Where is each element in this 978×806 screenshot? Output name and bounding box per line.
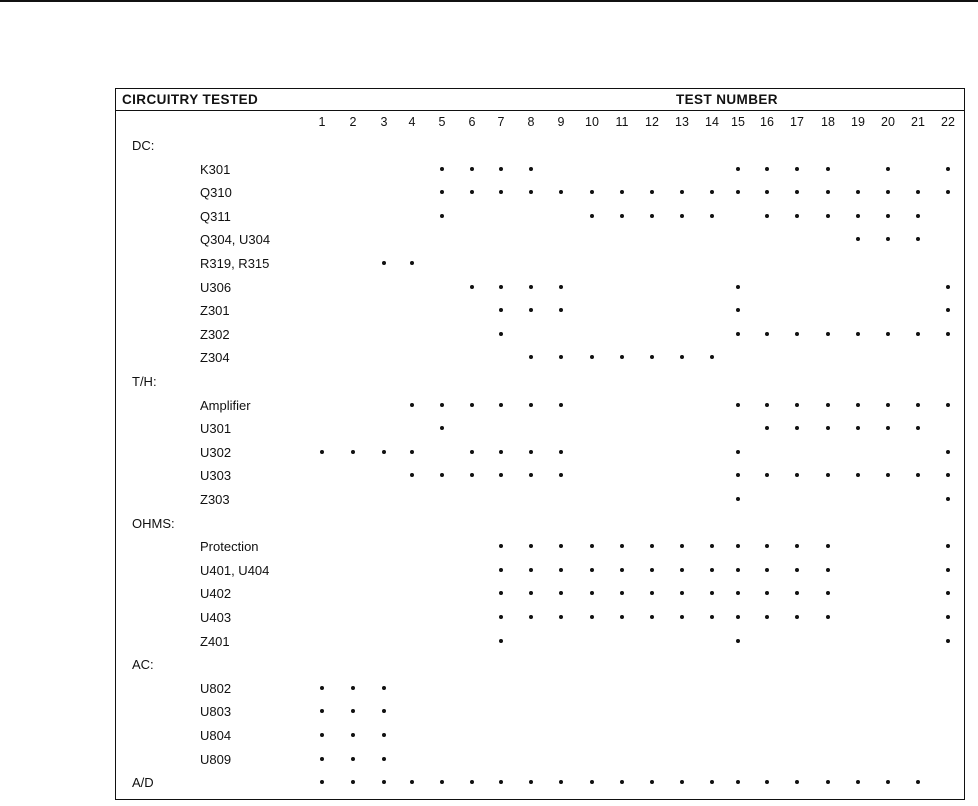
test-dot-16 xyxy=(765,615,769,619)
test-dot-17 xyxy=(795,591,799,595)
test-dot-3 xyxy=(382,780,386,784)
test-dot-19 xyxy=(856,426,860,430)
test-dot-14 xyxy=(710,591,714,595)
test-dot-6 xyxy=(470,190,474,194)
test-dot-18 xyxy=(826,473,830,477)
test-dot-20 xyxy=(886,214,890,218)
test-dot-19 xyxy=(856,237,860,241)
test-dot-11 xyxy=(620,544,624,548)
test-dot-13 xyxy=(680,615,684,619)
test-dot-1 xyxy=(320,686,324,690)
test-dot-6 xyxy=(470,167,474,171)
test-dot-20 xyxy=(886,473,890,477)
test-dot-15 xyxy=(736,615,740,619)
test-dot-8 xyxy=(529,403,533,407)
test-dot-22 xyxy=(946,544,950,548)
test-dot-15 xyxy=(736,639,740,643)
test-dot-17 xyxy=(795,615,799,619)
test-dot-4 xyxy=(410,780,414,784)
test-number-9: 9 xyxy=(557,115,565,129)
test-dot-1 xyxy=(320,709,324,713)
test-dot-7 xyxy=(499,591,503,595)
test-dot-18 xyxy=(826,615,830,619)
test-dot-9 xyxy=(559,473,563,477)
test-dot-11 xyxy=(620,190,624,194)
test-dot-21 xyxy=(916,190,920,194)
test-dot-9 xyxy=(559,285,563,289)
test-dot-21 xyxy=(916,214,920,218)
test-dot-5 xyxy=(440,780,444,784)
test-dot-3 xyxy=(382,261,386,265)
test-dot-7 xyxy=(499,167,503,171)
test-dot-9 xyxy=(559,780,563,784)
test-dot-10 xyxy=(590,568,594,572)
test-dot-17 xyxy=(795,544,799,548)
test-dot-13 xyxy=(680,780,684,784)
test-dot-5 xyxy=(440,473,444,477)
test-dot-11 xyxy=(620,615,624,619)
table-row xyxy=(116,677,964,701)
test-number-13: 13 xyxy=(675,115,689,129)
test-dot-15 xyxy=(736,473,740,477)
test-number-19: 19 xyxy=(851,115,865,129)
test-number-14: 14 xyxy=(705,115,719,129)
circuit-label: U302 xyxy=(200,444,232,460)
test-dot-12 xyxy=(650,190,654,194)
test-dot-22 xyxy=(946,308,950,312)
test-number-22: 22 xyxy=(941,115,955,129)
table-row xyxy=(116,512,964,536)
table-header xyxy=(116,89,964,111)
test-dot-1 xyxy=(320,757,324,761)
test-number-7: 7 xyxy=(497,115,505,129)
test-dot-5 xyxy=(440,403,444,407)
circuit-label: Q304, U304 xyxy=(200,232,271,248)
test-dot-3 xyxy=(382,686,386,690)
test-dot-8 xyxy=(529,615,533,619)
test-dot-10 xyxy=(590,780,594,784)
test-dot-20 xyxy=(886,403,890,407)
test-number-12: 12 xyxy=(645,115,659,129)
test-dot-5 xyxy=(440,426,444,430)
circuit-label: U803 xyxy=(200,704,232,720)
test-dot-16 xyxy=(765,544,769,548)
test-dot-20 xyxy=(886,332,890,336)
test-dot-13 xyxy=(680,591,684,595)
table-row xyxy=(116,464,964,488)
test-dot-8 xyxy=(529,167,533,171)
test-dot-19 xyxy=(856,214,860,218)
table-row xyxy=(116,441,964,465)
circuit-label: U401, U404 xyxy=(200,562,270,578)
circuit-label: U804 xyxy=(200,728,232,743)
test-dot-7 xyxy=(499,615,503,619)
test-dot-17 xyxy=(795,426,799,430)
circuit-label: R319, R315 xyxy=(200,256,270,271)
test-dot-18 xyxy=(826,780,830,784)
test-number-11: 11 xyxy=(615,115,629,129)
test-dot-17 xyxy=(795,780,799,784)
test-dot-15 xyxy=(736,544,740,548)
test-dot-14 xyxy=(710,780,714,784)
test-dot-16 xyxy=(765,332,769,336)
test-dot-22 xyxy=(946,285,950,289)
test-dot-10 xyxy=(590,615,594,619)
test-dot-12 xyxy=(650,568,654,572)
table-row xyxy=(116,748,964,772)
test-dot-22 xyxy=(946,473,950,477)
test-dot-15 xyxy=(736,403,740,407)
test-dot-16 xyxy=(765,591,769,595)
circuit-label: Z302 xyxy=(200,326,230,342)
group-label: OHMS: xyxy=(132,515,175,531)
test-dot-12 xyxy=(650,544,654,548)
circuit-label: K301 xyxy=(200,161,231,177)
circuit-label: U809 xyxy=(200,751,232,767)
test-dot-19 xyxy=(856,780,860,784)
test-dot-5 xyxy=(440,190,444,194)
header-circuitry-tested: CIRCUITRY TESTED xyxy=(122,92,259,107)
test-dot-18 xyxy=(826,403,830,407)
test-dot-5 xyxy=(440,167,444,171)
test-dot-9 xyxy=(559,615,563,619)
test-dot-9 xyxy=(559,544,563,548)
test-dot-12 xyxy=(650,214,654,218)
test-dot-5 xyxy=(440,214,444,218)
test-dot-7 xyxy=(499,473,503,477)
test-dot-14 xyxy=(710,615,714,619)
test-dot-10 xyxy=(590,591,594,595)
test-number-2: 2 xyxy=(349,115,357,129)
test-dot-3 xyxy=(382,709,386,713)
test-dot-8 xyxy=(529,355,533,359)
test-dot-15 xyxy=(736,450,740,454)
test-dot-15 xyxy=(736,568,740,572)
test-dot-16 xyxy=(765,780,769,784)
test-dot-9 xyxy=(559,450,563,454)
test-dot-2 xyxy=(351,450,355,454)
test-dot-7 xyxy=(499,544,503,548)
test-dot-16 xyxy=(765,473,769,477)
test-dot-15 xyxy=(736,167,740,171)
test-number-21: 21 xyxy=(911,115,925,129)
test-dot-22 xyxy=(946,167,950,171)
test-number-10: 10 xyxy=(585,115,599,129)
test-matrix-table xyxy=(115,88,965,800)
test-dot-1 xyxy=(320,450,324,454)
test-dot-19 xyxy=(856,473,860,477)
table-row xyxy=(116,630,964,654)
table-row xyxy=(116,370,964,394)
table-row xyxy=(116,323,964,347)
test-dot-16 xyxy=(765,190,769,194)
test-dot-21 xyxy=(916,473,920,477)
table-row xyxy=(116,394,964,418)
table-row xyxy=(116,700,964,724)
test-dot-17 xyxy=(795,332,799,336)
test-dot-15 xyxy=(736,285,740,289)
test-dot-17 xyxy=(795,214,799,218)
test-dot-8 xyxy=(529,568,533,572)
test-dot-8 xyxy=(529,473,533,477)
circuit-label: Q310 xyxy=(200,185,232,201)
circuit-label: Z303 xyxy=(200,492,230,507)
table-row xyxy=(116,181,964,205)
test-dot-3 xyxy=(382,733,386,737)
test-dot-21 xyxy=(916,403,920,407)
test-dot-2 xyxy=(351,780,355,784)
test-dot-10 xyxy=(590,190,594,194)
test-dot-7 xyxy=(499,403,503,407)
test-dot-15 xyxy=(736,332,740,336)
test-dot-15 xyxy=(736,780,740,784)
test-dot-22 xyxy=(946,591,950,595)
test-dot-19 xyxy=(856,190,860,194)
test-dot-9 xyxy=(559,308,563,312)
test-dot-18 xyxy=(826,190,830,194)
test-dot-12 xyxy=(650,780,654,784)
test-dot-2 xyxy=(351,733,355,737)
test-dot-17 xyxy=(795,473,799,477)
test-dot-19 xyxy=(856,332,860,336)
test-dot-13 xyxy=(680,214,684,218)
test-dot-21 xyxy=(916,426,920,430)
test-dot-15 xyxy=(736,190,740,194)
circuit-label: U306 xyxy=(200,279,232,295)
test-dot-7 xyxy=(499,332,503,336)
table-row xyxy=(116,228,964,252)
test-number-15: 15 xyxy=(731,115,745,129)
test-dot-16 xyxy=(765,426,769,430)
test-dot-2 xyxy=(351,709,355,713)
group-label: T/H: xyxy=(132,374,157,389)
test-dot-7 xyxy=(499,568,503,572)
test-dot-12 xyxy=(650,355,654,359)
test-dot-21 xyxy=(916,780,920,784)
test-dot-11 xyxy=(620,780,624,784)
test-dot-13 xyxy=(680,568,684,572)
test-number-1: 1 xyxy=(318,115,326,129)
test-dot-21 xyxy=(916,237,920,241)
test-dot-8 xyxy=(529,544,533,548)
circuit-label: Z304 xyxy=(200,350,230,366)
test-dot-12 xyxy=(650,591,654,595)
test-dot-4 xyxy=(410,473,414,477)
test-number-18: 18 xyxy=(821,115,835,129)
test-dot-15 xyxy=(736,497,740,501)
test-dot-8 xyxy=(529,308,533,312)
test-dot-18 xyxy=(826,591,830,595)
test-dot-11 xyxy=(620,568,624,572)
test-dot-4 xyxy=(410,403,414,407)
test-dot-7 xyxy=(499,639,503,643)
test-dot-7 xyxy=(499,780,503,784)
test-dot-7 xyxy=(499,190,503,194)
test-dot-7 xyxy=(499,285,503,289)
table-row xyxy=(116,417,964,441)
test-number-3: 3 xyxy=(380,115,388,129)
test-dot-17 xyxy=(795,568,799,572)
table-row xyxy=(116,606,964,630)
test-number-8: 8 xyxy=(527,115,535,129)
test-dot-6 xyxy=(470,780,474,784)
circuit-label: U802 xyxy=(200,680,232,696)
test-dot-9 xyxy=(559,355,563,359)
group-label: A/D xyxy=(132,775,154,791)
test-dot-10 xyxy=(590,214,594,218)
test-dot-22 xyxy=(946,403,950,407)
circuit-label: U402 xyxy=(200,586,232,602)
test-dot-13 xyxy=(680,190,684,194)
test-dot-22 xyxy=(946,639,950,643)
test-dot-18 xyxy=(826,544,830,548)
table-row xyxy=(116,582,964,606)
test-dot-13 xyxy=(680,355,684,359)
test-dot-8 xyxy=(529,285,533,289)
test-dot-14 xyxy=(710,190,714,194)
test-dot-20 xyxy=(886,167,890,171)
test-dot-22 xyxy=(946,497,950,501)
test-dot-22 xyxy=(946,450,950,454)
test-dot-9 xyxy=(559,190,563,194)
test-dot-18 xyxy=(826,568,830,572)
table-row xyxy=(116,771,964,795)
test-dot-2 xyxy=(351,757,355,761)
circuit-label: U301 xyxy=(200,421,232,437)
test-dot-9 xyxy=(559,403,563,407)
test-dot-18 xyxy=(826,332,830,336)
test-dot-16 xyxy=(765,167,769,171)
test-dot-16 xyxy=(765,568,769,572)
test-dot-11 xyxy=(620,355,624,359)
test-dot-3 xyxy=(382,757,386,761)
test-dot-7 xyxy=(499,308,503,312)
test-dot-17 xyxy=(795,403,799,407)
test-dot-16 xyxy=(765,214,769,218)
test-dot-1 xyxy=(320,733,324,737)
test-dot-8 xyxy=(529,591,533,595)
circuit-label: U403 xyxy=(200,610,232,625)
circuit-label: Z401 xyxy=(200,633,230,649)
test-dot-15 xyxy=(736,308,740,312)
test-dot-6 xyxy=(470,403,474,407)
test-dot-20 xyxy=(886,426,890,430)
table-row xyxy=(116,158,964,182)
header-test-number: TEST NUMBER xyxy=(676,92,778,107)
test-dot-17 xyxy=(795,190,799,194)
test-dot-6 xyxy=(470,450,474,454)
test-dot-11 xyxy=(620,591,624,595)
circuit-label: Q311 xyxy=(200,208,231,224)
test-dot-18 xyxy=(826,426,830,430)
circuit-label: Amplifier xyxy=(200,397,251,413)
test-dot-14 xyxy=(710,544,714,548)
test-dot-13 xyxy=(680,544,684,548)
table-row xyxy=(116,276,964,300)
table-row xyxy=(116,535,964,559)
test-dot-15 xyxy=(736,591,740,595)
test-dot-18 xyxy=(826,167,830,171)
test-dot-9 xyxy=(559,591,563,595)
test-dot-8 xyxy=(529,450,533,454)
test-dot-22 xyxy=(946,568,950,572)
test-dot-8 xyxy=(529,190,533,194)
page-top-rule xyxy=(0,0,978,2)
test-number-4: 4 xyxy=(408,115,416,129)
test-dot-17 xyxy=(795,167,799,171)
test-dot-11 xyxy=(620,214,624,218)
test-dot-19 xyxy=(856,403,860,407)
test-dot-6 xyxy=(470,473,474,477)
test-number-17: 17 xyxy=(790,115,804,129)
test-dot-12 xyxy=(650,615,654,619)
test-dot-22 xyxy=(946,190,950,194)
test-dot-1 xyxy=(320,780,324,784)
test-dot-4 xyxy=(410,450,414,454)
test-number-20: 20 xyxy=(881,115,895,129)
test-dot-16 xyxy=(765,403,769,407)
test-dot-4 xyxy=(410,261,414,265)
table-row xyxy=(116,252,964,276)
table-row xyxy=(116,134,964,158)
table-row xyxy=(116,724,964,748)
table-row xyxy=(116,488,964,512)
test-dot-2 xyxy=(351,686,355,690)
test-dot-22 xyxy=(946,615,950,619)
test-number-6: 6 xyxy=(468,115,476,129)
test-dot-9 xyxy=(559,568,563,572)
test-dot-22 xyxy=(946,332,950,336)
table-row xyxy=(116,299,964,323)
test-dot-10 xyxy=(590,355,594,359)
test-dot-6 xyxy=(470,285,474,289)
circuit-label: U303 xyxy=(200,468,232,484)
test-dot-14 xyxy=(710,214,714,218)
group-label: AC: xyxy=(132,657,154,673)
test-dot-3 xyxy=(382,450,386,454)
group-label: DC: xyxy=(132,138,155,153)
circuit-label: Protection xyxy=(200,539,259,555)
test-dot-20 xyxy=(886,237,890,241)
table-row xyxy=(116,653,964,677)
table-row xyxy=(116,205,964,229)
circuit-label: Z301 xyxy=(200,303,230,319)
test-dot-10 xyxy=(590,544,594,548)
test-dot-8 xyxy=(529,780,533,784)
table-row xyxy=(116,559,964,583)
test-dot-14 xyxy=(710,568,714,572)
test-dot-20 xyxy=(886,780,890,784)
test-number-16: 16 xyxy=(760,115,774,129)
table-row xyxy=(116,346,964,370)
test-dot-18 xyxy=(826,214,830,218)
test-dot-20 xyxy=(886,190,890,194)
test-number-5: 5 xyxy=(438,115,446,129)
test-dot-7 xyxy=(499,450,503,454)
test-dot-21 xyxy=(916,332,920,336)
test-dot-14 xyxy=(710,355,714,359)
